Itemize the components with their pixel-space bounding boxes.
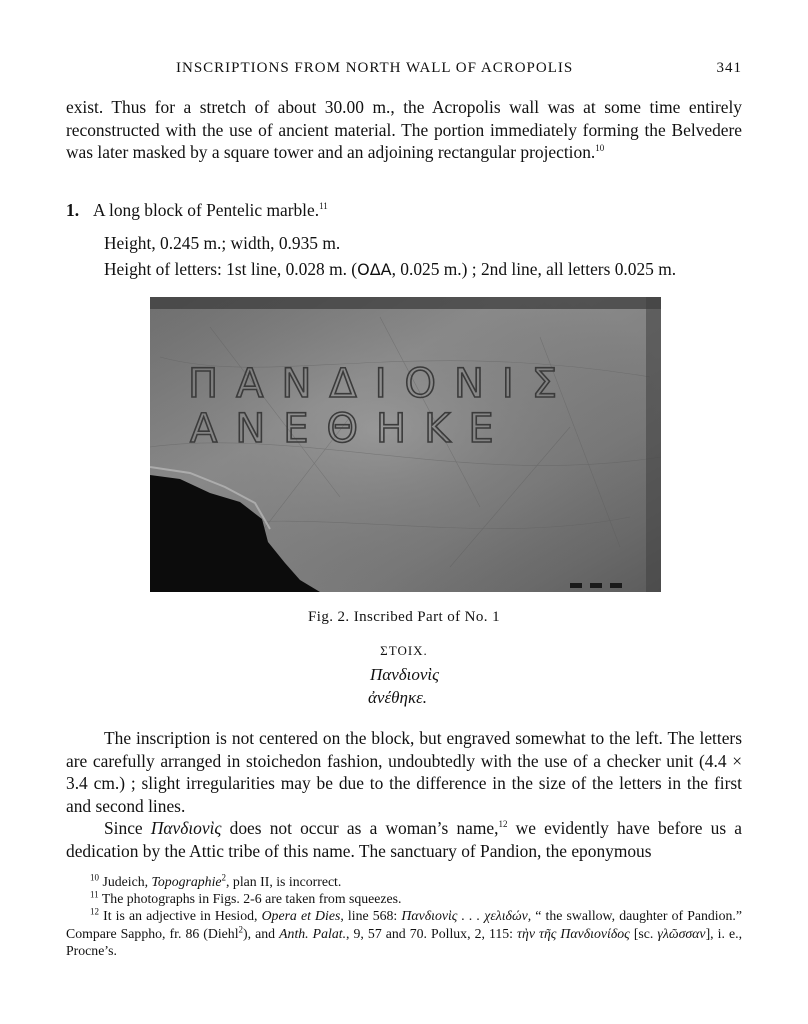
letter-forms: ΟΔΑ <box>357 260 392 279</box>
footnotes <box>66 873 742 959</box>
scale-bar <box>570 583 622 588</box>
footnote-sup: 2 <box>238 924 244 935</box>
footnote-sup: 2 <box>221 872 227 883</box>
footnote-number: 10 <box>90 872 99 883</box>
footnote-text: , “ the swallow, daughter of Pandion.” Compare Sappho, fr. 86 (Diehl <box>66 908 742 941</box>
footnote-11 <box>66 890 742 907</box>
footnote-ref-11[interactable]: 11 <box>319 201 328 212</box>
page-number: 341 <box>716 60 742 76</box>
inscription-line-2: ΑΝΕΘΗΚΕ <box>190 406 512 452</box>
footnote-text: ], i. e., Procne’s. <box>66 925 743 958</box>
transcription-line-2: ἀνέθηκε. <box>368 688 428 707</box>
intro-paragraph <box>66 96 742 164</box>
footnote-text: The photographs in Figs. 2-6 are taken from squeezes. <box>98 891 402 907</box>
letter-heights <box>104 259 754 280</box>
intro-text: exist. Thus for a stretch of about 30.00 m., the Acropolis wall was at some time entirely reconstructed with the use of ancient material. The portion immediately forming the Belvedere was later masked by a square tower and an adjoining rectangular projection. <box>66 97 742 162</box>
entry-number: 1. <box>66 200 80 220</box>
footnote-text: [sc. <box>629 925 658 941</box>
footnote-text: It is an adjective in Hesiod, <box>99 908 262 924</box>
figure-caption: Fig. 2. Inscribed Part of No. 1 <box>308 609 500 625</box>
footnote-text: , 9, 57 and 70. Pollux, 2, 115: <box>346 925 518 941</box>
paragraph-three <box>66 817 742 862</box>
footnote-greek: Πανδιονὶς . . . χελιδών <box>401 908 528 924</box>
footnote-text: , plan II, is incorrect. <box>226 874 342 889</box>
footnote-ref-12[interactable]: 12 <box>498 819 508 830</box>
letter-heights-rest: , 0.025 m.) ; 2nd line, all letters 0.025 m. <box>391 259 677 279</box>
footnote-italic: Topographie <box>151 874 222 889</box>
entry-title: A long block of Pentelic marble. <box>93 200 320 220</box>
transcription-line-1: Πανδιονὶς <box>370 665 440 684</box>
footnote-ref-10[interactable]: 10 <box>595 143 605 154</box>
footnote-12 <box>66 907 742 959</box>
footnote-text: Judeich, <box>99 874 152 889</box>
footnote-number: 12 <box>90 906 99 917</box>
footnote-10 <box>66 873 742 890</box>
p3-greek: Πανδιονὶς <box>150 818 222 838</box>
p3-text-b: does not occur as a woman’s name, <box>221 818 499 838</box>
footnote-italic: Opera et Dies <box>261 908 341 924</box>
figure-photo <box>150 297 661 592</box>
entry-dimensions: Height, 0.245 m.; width, 0.935 m. <box>104 233 341 253</box>
footnote-text: , line 568: <box>340 908 402 924</box>
letter-heights-text: Height of letters: 1st line, 0.028 m. ( <box>104 259 358 279</box>
footnote-italic: Anth. Palat. <box>279 925 347 941</box>
running-title: INSCRIPTIONS FROM NORTH WALL OF ACROPOLIS <box>176 60 574 76</box>
paragraph-two: The inscription is not centered on the block, but engraved somewhat to the left. The letters are carefully arranged in stoichedon fashion, undoubtedly with the use of a checker unit (4.4 × 3.4 cm.) ; slight irregularities may be due to the difference in the size of the letters in the first and second lines. <box>66 728 742 816</box>
footnote-greek: τὴν τῆς Πανδιονίδος <box>517 925 630 941</box>
footnote-text: ), and <box>243 925 280 941</box>
stoichedon-label: ΣΤΟΙΧ. <box>380 643 428 658</box>
inscription-line-1: ΠΑΝΔΙΟΝΙΣ <box>188 361 575 407</box>
footnote-number: 11 <box>90 889 99 900</box>
p3-text-a: Since <box>104 818 151 838</box>
running-head <box>66 60 742 80</box>
inscription-photo <box>150 297 661 592</box>
entry-heading <box>66 200 742 221</box>
p3-text-c: we evidently have before us a dedication by the Attic tribe of this name. The sanctuary of Pandion, the eponymous <box>66 818 743 861</box>
footnote-greek: γλῶσσαν <box>657 925 706 941</box>
